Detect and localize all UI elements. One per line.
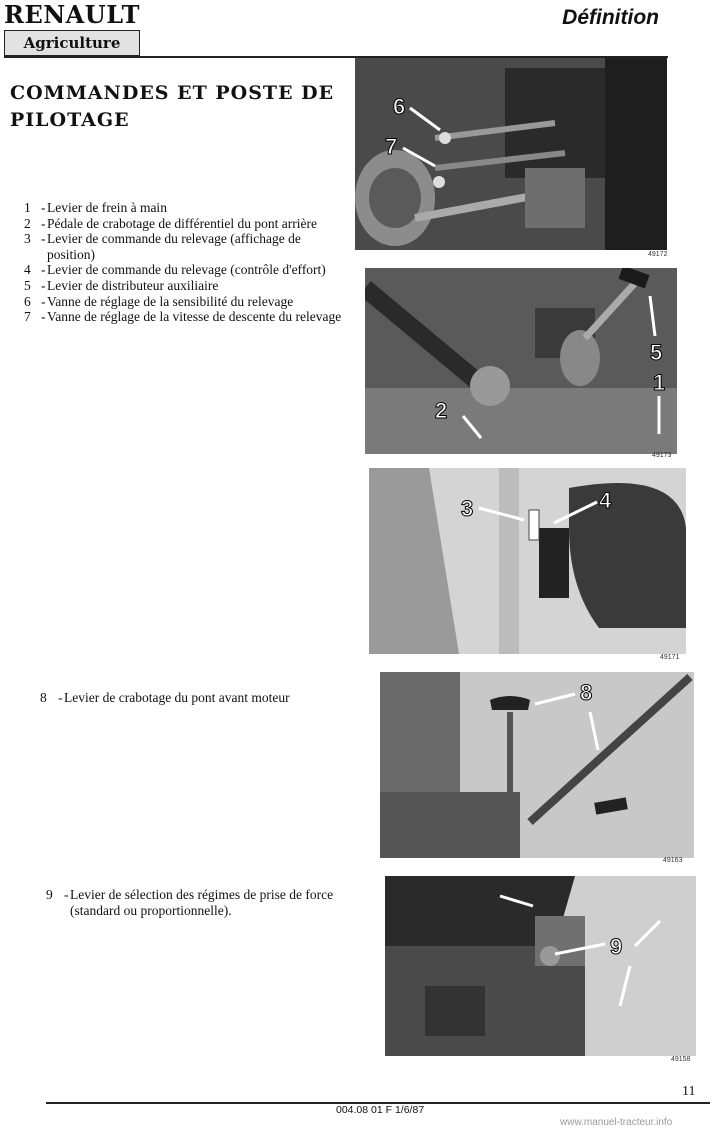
legend-item: 7 - Vanne de réglage de la vitesse de descente du relevage: [24, 309, 342, 325]
brand-name: RENAULT: [4, 0, 141, 29]
photo-ref: 49158: [671, 1056, 691, 1063]
legend-item: 1 - Levier de frein à main: [24, 200, 167, 215]
photo-ref: 49171: [660, 654, 680, 661]
legend-item: 4 - Levier de commande du relevage (contrôle d'effort): [24, 262, 326, 278]
photo-callout: 3: [461, 496, 474, 521]
photo-callout: 7: [385, 134, 398, 159]
note-9: 9 - Levier de sélection des régimes de prise de force (standard ou proportionnelle).: [46, 887, 334, 918]
photo-callout: 9: [610, 934, 623, 959]
photo-callout: 2: [435, 398, 448, 423]
page-number: 11: [682, 1084, 696, 1099]
photo-front-axle-lever: [380, 672, 694, 858]
brand-block: [4, 2, 140, 56]
photo-ref: 49163: [663, 857, 683, 864]
photo-rear-controls: [365, 268, 677, 454]
photo-ref: 49173: [652, 452, 672, 459]
section-title: Définition: [562, 6, 659, 29]
legend-item: 5 - Levier de distributeur auxiliaire: [24, 277, 219, 293]
watermark: www.manuel-tracteur.info: [560, 1117, 673, 1128]
photo-ref: 49172: [648, 251, 668, 258]
legend-item: 6 - Vanne de réglage de la sensibilité du relevage: [24, 293, 294, 309]
legend-item: 2 - Pédale de crabotage de différentiel du pont arrière: [24, 215, 317, 231]
photo-callout: 1: [653, 370, 666, 395]
legend-item: 3 - Levier de commande du relevage (affichage de position): [24, 231, 301, 262]
brand-subtitle: Agriculture: [4, 30, 140, 56]
legend-list: [24, 200, 349, 325]
photo-pto-selector: [385, 876, 696, 1056]
photo-relevage-levers: [369, 468, 686, 654]
note-8: 8 - Levier de crabotage du pont avant moteur: [40, 690, 290, 705]
document-code: 004.08 01 F 1/6/87: [336, 1104, 425, 1116]
photo-lever-valves: [355, 58, 667, 250]
photo-callout: 4: [599, 488, 612, 513]
page-title: COMMANDES ET POSTE DE PILOTAGE: [10, 82, 335, 131]
photo-callout: 5: [650, 340, 663, 365]
photo-callout: 8: [580, 680, 593, 705]
photo-callout: 6: [393, 94, 406, 119]
